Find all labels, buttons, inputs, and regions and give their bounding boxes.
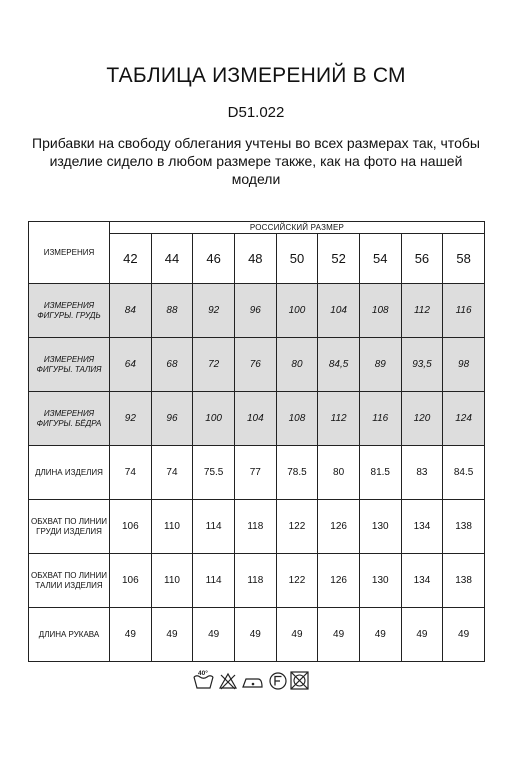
table-cell: 74 [151, 446, 193, 500]
size-header-54: 54 [359, 234, 401, 284]
size-header-48: 48 [234, 234, 276, 284]
table-cell: 77 [234, 446, 276, 500]
table-cell: 49 [110, 608, 152, 662]
table-cell: 130 [359, 500, 401, 554]
size-table-body [29, 284, 485, 662]
table-cell: 84 [110, 284, 152, 338]
row-label: ИЗМЕРЕНИЯ ФИГУРЫ. ГРУДЬ [29, 284, 110, 338]
table-cell: 49 [401, 608, 443, 662]
table-row [29, 338, 485, 392]
table-cell: 81.5 [359, 446, 401, 500]
table-cell: 126 [318, 500, 360, 554]
size-header-50: 50 [276, 234, 318, 284]
table-cell: 106 [110, 554, 152, 608]
table-cell: 130 [359, 554, 401, 608]
table-cell: 104 [234, 392, 276, 446]
size-header-56: 56 [401, 234, 443, 284]
russian-size-header: РОССИЙСКИЙ РАЗМЕР [110, 222, 485, 234]
table-cell: 106 [110, 500, 152, 554]
page-title: ТАБЛИЦА ИЗМЕРЕНИЙ В СМ [106, 64, 406, 87]
table-cell: 49 [234, 608, 276, 662]
product-code: D51.022 [227, 104, 285, 121]
table-cell: 72 [193, 338, 235, 392]
size-header-44: 44 [151, 234, 193, 284]
row-label: ОБХВАТ ПО ЛИНИИ ГРУДИ ИЗДЕЛИЯ [29, 500, 110, 554]
care-symbols [0, 668, 512, 697]
table-cell: 89 [359, 338, 401, 392]
table-row [29, 392, 485, 446]
table-cell: 74 [110, 446, 152, 500]
table-cell: 116 [359, 392, 401, 446]
table-cell: 110 [151, 554, 193, 608]
table-row [29, 608, 485, 662]
table-cell: 96 [234, 284, 276, 338]
table-cell: 92 [193, 284, 235, 338]
table-cell: 118 [234, 500, 276, 554]
care-symbols-svg [191, 668, 321, 692]
table-cell: 49 [276, 608, 318, 662]
no-bleach-icon [220, 674, 236, 689]
table-row [29, 446, 485, 500]
table-cell: 124 [443, 392, 485, 446]
table-cell: 118 [234, 554, 276, 608]
dry-clean-f-icon [270, 673, 286, 689]
size-header-52: 52 [318, 234, 360, 284]
row-label: ДЛИНА РУКАВА [29, 608, 110, 662]
table-cell: 49 [318, 608, 360, 662]
table-cell: 110 [151, 500, 193, 554]
table-cell: 49 [151, 608, 193, 662]
size-header-58: 58 [443, 234, 485, 284]
table-cell: 112 [318, 392, 360, 446]
table-cell: 83 [401, 446, 443, 500]
table-cell: 88 [151, 284, 193, 338]
wash-40-icon [194, 669, 213, 688]
row-label: ИЗМЕРЕНИЯ ФИГУРЫ. БЁДРА [29, 392, 110, 446]
no-tumble-dry-icon [291, 672, 308, 689]
table-cell: 64 [110, 338, 152, 392]
iron-low-icon [243, 679, 262, 687]
table-cell: 100 [193, 392, 235, 446]
table-cell: 134 [401, 500, 443, 554]
table-row [29, 500, 485, 554]
measurements-header: ИЗМЕРЕНИЯ [29, 222, 110, 284]
table-cell: 108 [359, 284, 401, 338]
table-cell: 68 [151, 338, 193, 392]
table-cell: 84,5 [318, 338, 360, 392]
table-cell: 108 [276, 392, 318, 446]
table-cell: 114 [193, 500, 235, 554]
table-cell: 78.5 [276, 446, 318, 500]
table-cell: 120 [401, 392, 443, 446]
table-cell: 93,5 [401, 338, 443, 392]
table-cell: 96 [151, 392, 193, 446]
table-cell: 100 [276, 284, 318, 338]
size-table [28, 221, 485, 662]
table-cell: 80 [276, 338, 318, 392]
size-header-42: 42 [110, 234, 152, 284]
row-label: ИЗМЕРЕНИЯ ФИГУРЫ. ТАЛИЯ [29, 338, 110, 392]
fit-description: Прибавки на свободу облегания учтены во всех размерах так, чтобы изделие сидело в любом размере также, как на фото на нашей модели [32, 135, 480, 187]
table-cell: 112 [401, 284, 443, 338]
table-cell: 134 [401, 554, 443, 608]
table-cell: 75.5 [193, 446, 235, 500]
table-row [29, 284, 485, 338]
table-cell: 138 [443, 500, 485, 554]
table-cell: 126 [318, 554, 360, 608]
table-cell: 98 [443, 338, 485, 392]
wash-temp-label: 40° [198, 670, 208, 677]
table-cell: 80 [318, 446, 360, 500]
table-cell: 84.5 [443, 446, 485, 500]
table-cell: 122 [276, 500, 318, 554]
table-cell: 49 [359, 608, 401, 662]
table-cell: 114 [193, 554, 235, 608]
row-label: ДЛИНА ИЗДЕЛИЯ [29, 446, 110, 500]
row-label: ОБХВАТ ПО ЛИНИИ ТАЛИИ ИЗДЕЛИЯ [29, 554, 110, 608]
table-cell: 49 [193, 608, 235, 662]
table-cell: 116 [443, 284, 485, 338]
table-cell: 104 [318, 284, 360, 338]
size-header-46: 46 [193, 234, 235, 284]
table-cell: 138 [443, 554, 485, 608]
table-cell: 122 [276, 554, 318, 608]
table-cell: 49 [443, 608, 485, 662]
table-row [29, 554, 485, 608]
table-cell: 76 [234, 338, 276, 392]
table-cell: 92 [110, 392, 152, 446]
